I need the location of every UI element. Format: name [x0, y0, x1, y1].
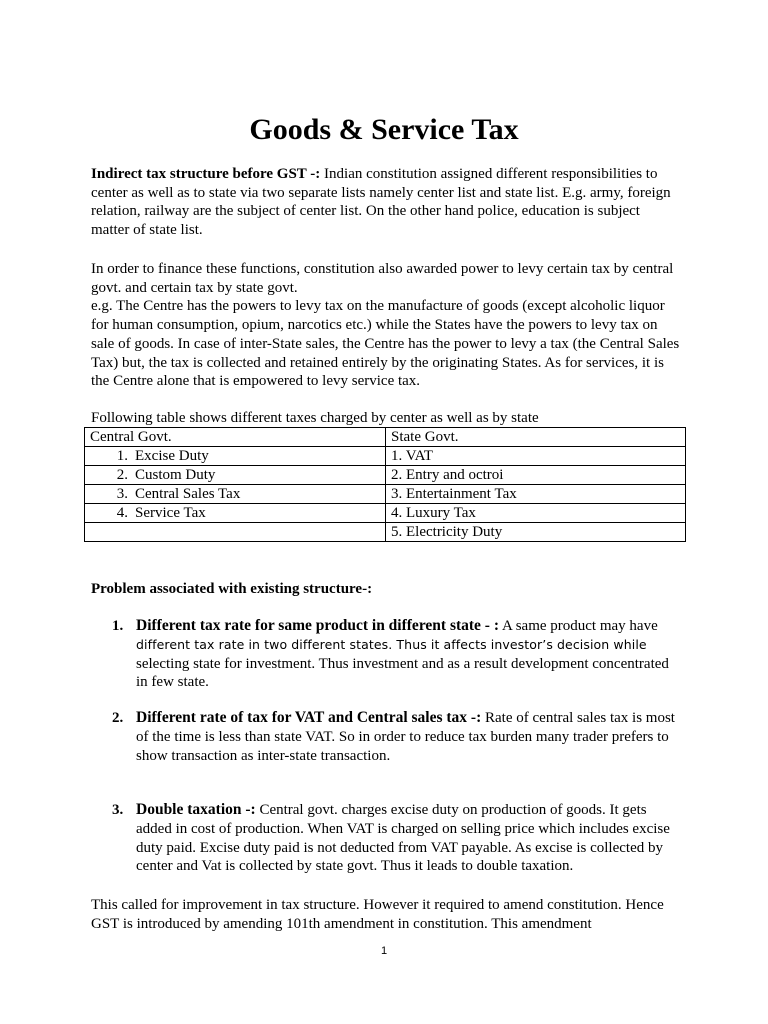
table-row [85, 447, 686, 466]
table-row [85, 504, 686, 523]
table-intro: Following table shows different taxes charged by center as well as by state [91, 410, 539, 426]
tax-table [84, 427, 686, 542]
header-state: State Govt. [386, 428, 686, 447]
problem-lead: Different tax rate for same product in different state - : [136, 617, 500, 634]
row-number: 2. [116, 467, 128, 483]
state-tax: 5. Electricity Duty [386, 523, 686, 542]
problem-item-3 [112, 801, 682, 876]
problem-number: 2. [112, 710, 124, 726]
problem-lead: Different rate of tax for VAT and Central sales tax -: [136, 709, 482, 726]
header-central: Central Govt. [85, 428, 386, 447]
problem-item-1 [112, 617, 682, 692]
problem-heading: Problem associated with existing structure-: [91, 581, 373, 597]
intro-text: Indian constitution assigned different responsibilities to center as well as to state via two separate lists namely center list and state list. E.g. army, foreign relation, railway are the subject of center list. On the other hand police, education is subject matter of state list. [91, 166, 671, 239]
state-tax: 1. VAT [386, 447, 686, 466]
problem-handwritten-line: different tax rate in two different states. Thus it affects investor’s decision while [136, 636, 647, 652]
table-row [85, 485, 686, 504]
page-number: 1 [380, 945, 388, 957]
row-number: 3. [116, 486, 128, 502]
table-header-row [85, 428, 686, 447]
central-tax: Excise Duty [135, 448, 209, 464]
finance-line-2: e.g. The Centre has the powers to levy tax on the manufacture of goods (except alcoholic liquor for human consumption, opium, narcotics etc.) while the States have the powers to levy tax on sale of goods. In case of inter-State sales, the Centre has the power to levy a tax (the Central Sales Tax) but, the tax is collected and retained entirely by the originating States. As for services, it is the Centre alone that is empowered to levy service tax. [91, 298, 680, 390]
state-tax: 3. Entertainment Tax [386, 485, 686, 504]
table-row [85, 523, 686, 542]
central-tax: Service Tax [135, 505, 206, 521]
central-tax: Central Sales Tax [135, 486, 241, 502]
row-number: 4. [116, 505, 128, 521]
row-number: 1. [116, 448, 128, 464]
problem-lead: Double taxation -: [136, 801, 256, 818]
finance-paragraph [91, 260, 681, 391]
state-tax: 2. Entry and octroi [386, 466, 686, 485]
state-tax: 4. Luxury Tax [386, 504, 686, 523]
problem-number: 3. [112, 802, 124, 818]
problem-number: 1. [112, 618, 124, 634]
intro-lead: Indirect tax structure before GST -: [91, 166, 321, 182]
table-row [85, 466, 686, 485]
problem-item-2 [112, 709, 682, 765]
problem-text: Rate of central sales tax is most of the time is less than state VAT. So in order to reduce tax burden many trader prefers to show transaction as inter-state transaction. [136, 710, 675, 764]
problem-text: A same product may have [499, 618, 658, 634]
page-title: Goods & Service Tax [249, 113, 519, 146]
central-tax: Custom Duty [135, 467, 216, 483]
conclusion-paragraph: This called for improvement in tax structure. However it required to amend constitution. Hence GST is introduced by amending 101th amendment in constitution. This amendment [91, 897, 664, 932]
problem-text-rest: selecting state for investment. Thus investment and as a result development concentrated in few state. [136, 655, 669, 691]
intro-paragraph [91, 165, 681, 240]
problem-text: Central govt. charges excise duty on production of goods. It gets added in cost of production. When VAT is charged on selling price which includes excise duty paid. Excise duty paid is not deducted from VAT payable. As excise is collected by center and Vat is collected by state govt. Thus it leads to double taxation. [136, 802, 670, 875]
finance-line-1: In order to finance these functions, constitution also awarded power to levy certain tax by central govt. and certain tax by state govt. [91, 261, 674, 296]
